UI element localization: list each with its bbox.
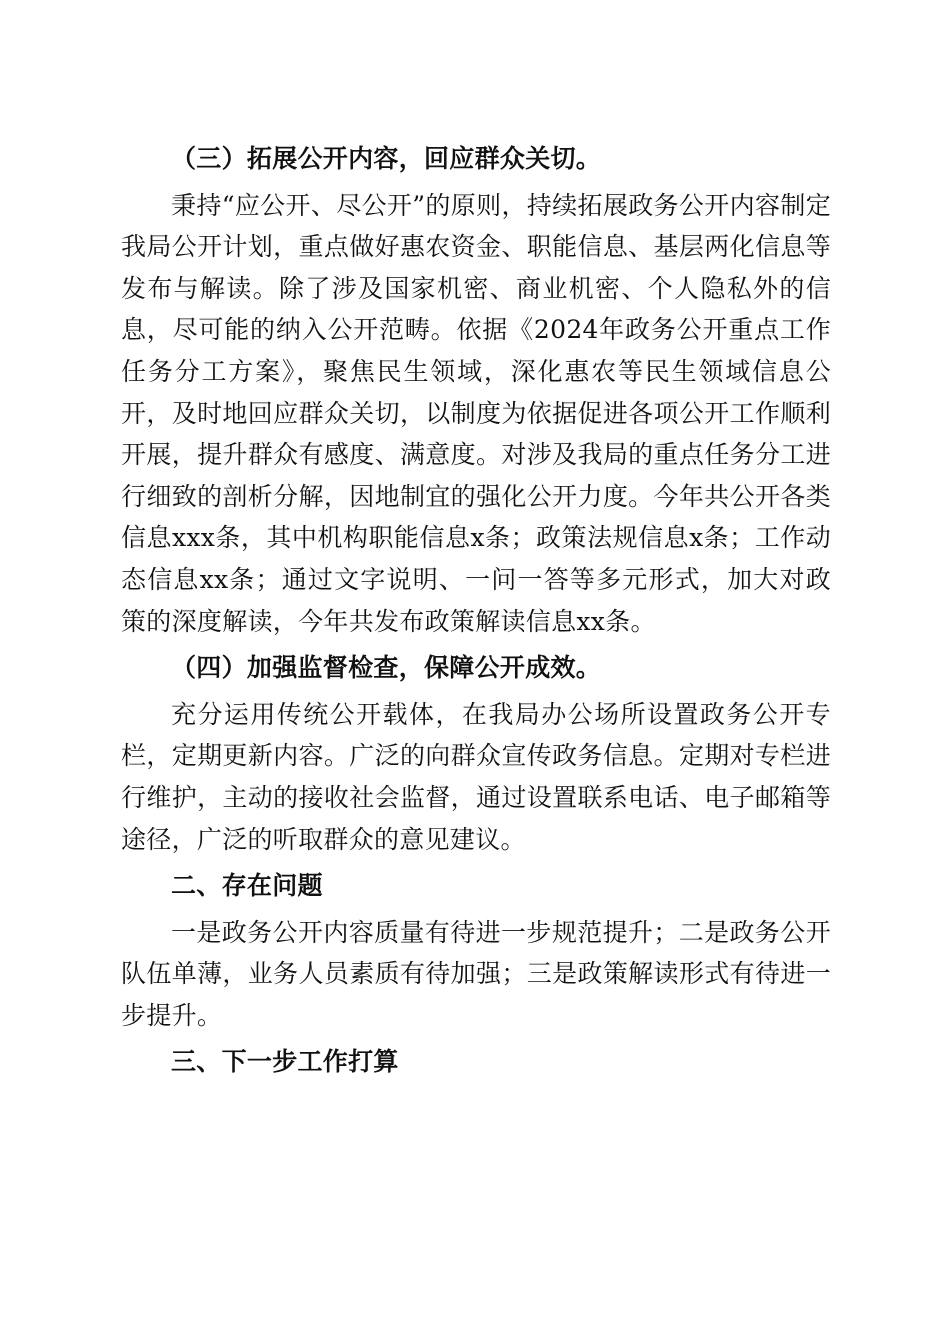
part-3-heading: 三、下一步工作打算 (171, 1047, 399, 1077)
section-3-paragraph: 秉持“应公开、尽公开”的原则，持续拓展政务公开内容制定我局公开计划，重点做好惠农资金、职能信息、基层两化信息等发布与解读。除了涉及国家机密、商业机密、个人隐私外的信息，尽可能的纳入公开范畴。依据《2024年政务公开重点工作任务分工方案》，聚焦民生领域，深化惠农等民生领域信息公开，及时地回应群众关切，以制度为依据促进各项公开工作顺利开展，提升群众有感度、满意度。对涉及我局的重点任务分工进行细致的剖析分解，因地制宜的强化公开力度。今年共公开各类信息xxx条，其中机构职能信息x条；政策法规信息x条；工作动态信息xx条；通过文字说明、一问一答等多元形式，加大对政策的深度解读，今年共发布政策解读信息xx条。 (121, 190, 831, 636)
section-4-heading: （四）加强监督检查，保障公开成效。 (171, 653, 602, 683)
part-2-paragraph: 一是政务公开内容质量有待进一步规范提升；二是政务公开队伍单薄，业务人员素质有待加强；三是政策解读形式有待进一步提升。 (121, 917, 831, 1030)
section-3-heading: （三）拓展公开内容，回应群众关切。 (171, 144, 602, 173)
document-body (121, 138, 831, 1088)
section-4-paragraph: 充分运用传统公开载体，在我局办公场所设置政务公开专栏，定期更新内容。广泛的向群众宣传政务信息。定期对专栏进行维护，主动的接收社会监督，通过设置联系电话、电子邮箱等途径，广泛的听取群众的意见建议。 (121, 699, 831, 854)
part-2-heading: 二、存在问题 (171, 871, 323, 901)
